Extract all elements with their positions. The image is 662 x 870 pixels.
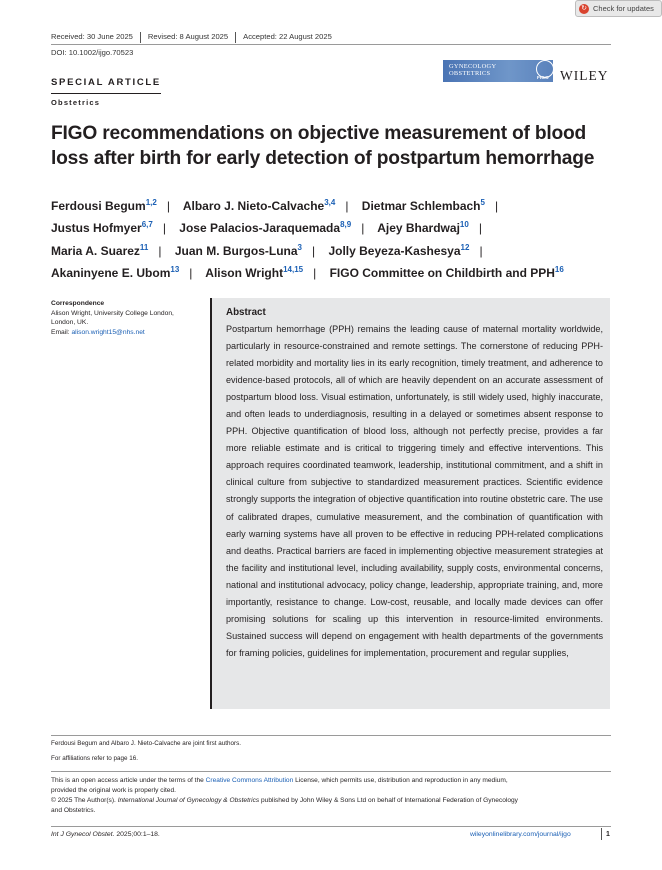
refresh-icon: ↻ [579,4,589,14]
page-number: 1 [606,831,610,838]
author-affiliation[interactable]: 14,15 [283,264,304,274]
journal-logo-line2: OBSTETRICS [449,70,491,77]
author-affiliation[interactable]: 16 [554,264,564,274]
article-dates [51,32,332,43]
author-affiliation[interactable]: 10 [459,220,469,230]
received-date: Received: 30 June 2025 [51,32,133,41]
article-type: SPECIAL ARTICLE [51,77,161,88]
author-name: Justus Hofmyer [51,221,142,236]
author-affiliation[interactable]: 3 [297,242,302,252]
publisher-logo[interactable]: WILEY [560,68,609,83]
author-affiliation[interactable]: 6,7 [141,220,153,230]
affiliations-note: For affiliations refer to page 16. [51,755,139,762]
page-number-divider [601,828,602,840]
citation-journal: Int J Gynecol Obstet. [51,831,115,838]
author-name: Jose Palacios-Jaraquemada [179,221,341,236]
author-separator: | [345,199,349,213]
dates-divider [140,32,141,43]
doi[interactable]: DOI: 10.1002/ijgo.70523 [51,48,134,57]
author-separator: | [313,265,317,280]
author-name: Dietmar Schlembach [361,199,481,213]
citation [51,831,160,838]
author-separator: | [158,243,162,258]
author-name: Juan M. Burgos-Luna [174,243,298,258]
author-separator: | [361,221,365,236]
author-separator: | [478,221,482,236]
author-separator: | [189,265,193,280]
author-affiliation[interactable]: 8,9 [340,220,352,230]
license-rule [51,771,611,772]
article-type-rule [51,93,161,94]
author-affiliation[interactable]: 12 [460,242,470,252]
author-name: Albaro J. Nieto-Calvache [182,199,325,213]
author-name: Ferdousi Begum [51,199,146,213]
journal-logo-line1: GYNECOLOGY [449,63,497,70]
author-name: Akaninyene E. Ubom [51,265,171,280]
article-title: FIGO recommendations on objective measurement of blood loss after birth for early detection of postpartum hemorrhage [51,123,595,169]
author-name: Maria A. Suarez [51,243,140,258]
section-label: Obstetrics [51,98,101,107]
cc-license-link[interactable]: Creative Commons Attribution [205,777,294,784]
footer-rule [51,826,611,827]
author-list [51,195,636,284]
check-for-updates-button[interactable] [575,0,662,17]
author-name: Ajey Bhardwaj [377,221,460,236]
email-label: Email: [51,328,72,336]
abstract-heading: Abstract [226,307,266,318]
author-separator: | [166,199,170,213]
journal-url-link[interactable]: wileyonlinelibrary.com/journal/ijgo [470,831,571,838]
dates-divider [235,32,236,43]
correspondence-line: Alison Wright, University College London, [51,309,174,317]
header-rule [51,44,611,45]
citation-details: 2025;00:1–18. [114,831,160,838]
copyright-text: published by John Wiley & Sons Ltd on behalf of International Federation of Gynecology [259,797,518,804]
correspondence-heading: Correspondence [51,300,105,307]
author-affiliation[interactable]: 11 [139,242,149,252]
correspondence [51,299,206,337]
author-affiliation[interactable]: 3,4 [324,198,336,207]
joint-authors-note: Ferdousi Begum and Albaro J. Nieto-Calvache are joint first authors. [51,740,242,747]
figo-label: FIGO [537,76,549,81]
author-affiliation[interactable]: 1,2 [145,198,157,207]
license-text: License, which permits use, distribution and reproduction in any medium, [293,777,508,784]
email-link[interactable]: alison.wright15@nhs.net [71,328,145,336]
accepted-date: Accepted: 22 August 2025 [243,32,332,41]
copyright-text: © 2025 The Author(s). [51,797,118,804]
author-affiliation[interactable]: 13 [170,264,180,274]
license-text: This is an open access article under the terms of the [51,777,206,784]
check-for-updates-label: Check for updates [593,4,654,13]
author-name: FIGO Committee on Childbirth and PPH [329,265,555,280]
footnote-rule [51,735,611,736]
revised-date: Revised: 8 August 2025 [147,32,229,41]
author-name: Alison Wright [205,265,284,280]
author-separator: | [494,199,499,213]
author-separator: | [311,243,316,258]
license-text: provided the original work is properly cited. [51,787,176,794]
author-separator: | [479,243,483,258]
author-name: Jolly Beyeza-Kashesya [328,243,461,258]
journal-name: International Journal of Gynecology & Obstetrics [117,797,260,804]
author-affiliation[interactable]: 5 [480,198,485,207]
correspondence-line: London, UK. [51,319,89,327]
abstract-text: Postpartum hemorrhage (PPH) remains the leading cause of maternal mortality worldwide, particularly in resource-constrained and remote settings. The cornerstone of reducing PPH-related morbidity and mortality lies in its early recognition, timely treatment, and adherence to evidence-based protocols, all of which are heavily dependent on an accurate assessment of postpartum blood loss. Visual estimation, unfortunately, is still widely used, highly inaccurate, and often leads to underdiagnosis, resulting in a delayed or sometimes absent response to PPH. Objective quantification of blood loss, although not perfectly precise, provides a far more reliable estimate and is critical to triggering timely and effective interventions. This approach requires coordinated teamwork, leadership, institutional commitment, and a shift in clinical culture from subjective to standardized measurement practices. Scientific evidence strongly supports the integration of objective quantification into routine obstetric care. The use of calibrated drapes, cumulative measurement, and the combination of quantification with early warning systems have all proven to be effective in reducing PPH-related complications and deaths. Practical barriers are faced in implementing objective measurement strategies at the facility and institutional level, including availability, supply costs, environmental concerns, national and institutional advocacy, policy change, leadership, appropriate training, and, more importantly, resistance to change. Low-cost, reusable, and locally made devices can offer promising solutions for scaling up this intervention in resource-limited environments. Sustained success will depend on engagement with health departments of the governments for framing policies, guidelines for implementation, procurement and regular supplies, [226,324,603,658]
author-separator: | [162,221,166,236]
copyright-text: and Obstetrics. [51,807,96,814]
license-block [51,776,611,816]
